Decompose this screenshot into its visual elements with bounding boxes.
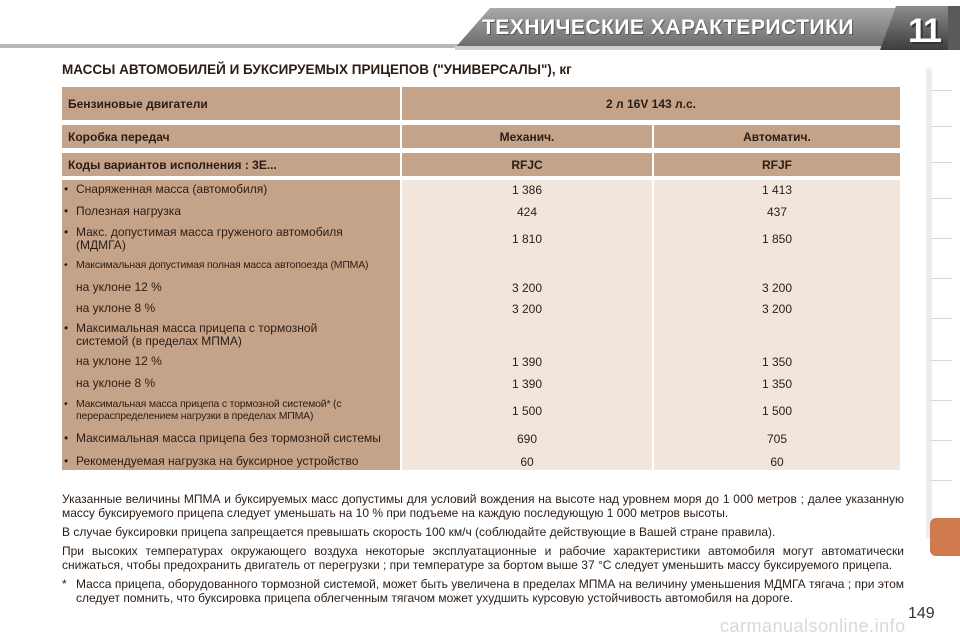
code-manual: RFJC [402,153,652,176]
row-value-auto: 1 350 [761,355,793,369]
engines-label: Бензиновые двигатели [62,87,400,120]
row-label: • Максимальная масса прицепа с тормозной системой* (с перераспределением нагрузки в пределах МПМА) [62,398,392,422]
row-label: • Полезная нагрузка [62,205,400,218]
row-value-auto: 1 413 [761,183,793,197]
row-value-manual: 1 390 [511,377,543,391]
note-altitude: Указанные величины МПМА и буксируемых масс допустимы для условий вождения на высоте над уровнем моря до 1 000 метров ; далее указанную массу буксируемого прицепа следует уменьшать на 10 % при подъеме на каждую последующую 1 000 метров высоты. [62,492,904,520]
row-label: на уклоне 12 % [76,354,162,368]
codes-row [62,153,900,176]
tab-divider [930,480,952,481]
row-value-manual: 1 500 [511,404,543,418]
gearbox-manual: Механич. [402,125,652,148]
footnote-mark: * [62,577,67,591]
row-label: на уклоне 8 % [76,376,156,390]
codes-label: Коды вариантов исполнения : 3E... [62,153,400,176]
table-body-manual-bg [402,180,652,470]
section-title: МАССЫ АВТОМОБИЛЕЙ И БУКСИРУЕМЫХ ПРИЦЕПОВ ("УНИВЕРСАЛЫ"), кг [62,62,572,77]
row-label: на уклоне 8 % [76,301,156,315]
row-label: • Макс. допустимая масса груженого автомобиля (МДМГА) [62,226,382,252]
chapter-tabs [930,68,960,538]
row-value-auto: 1 850 [761,232,793,246]
tab-divider [930,90,952,91]
engine-header-row [62,87,900,120]
gearbox-label: Коробка передач [62,125,400,148]
page-number: 149 [908,605,935,622]
chapter-title: ТЕХНИЧЕСКИЕ ХАРАКТЕРИСТИКИ [481,16,855,39]
row-label: • Рекомендуемая нагрузка на буксирное устройство [62,455,400,468]
tabs-rail [926,68,932,538]
row-value-manual: 690 [516,432,538,446]
row-value-auto: 60 [770,455,784,469]
notes-section [62,492,904,610]
row-value-auto: 3 200 [761,281,793,295]
tab-divider [930,318,952,319]
row-value-manual: 424 [516,205,538,219]
note-speed: В случае буксировки прицепа запрещается превышать скорость 100 км/ч (соблюдайте действующие в Вашей стране правила). [62,525,776,539]
tab-divider [930,278,952,279]
chapter-number: 11 [908,12,940,50]
note-temperature: При высоких температурах окружающего воздуха некоторые эксплуатационные и рабочие характеристики автомобиля могут автоматически снижаться, чтобы предохранить двигатель от перегрузки ; при температуре за бортом выше 37 °C следует уменьшить массу буксируемого прицепа. [62,544,904,572]
footnote [62,577,904,605]
row-value-manual: 1 810 [511,232,543,246]
footnote-text: Масса прицепа, оборудованного тормозной системой, может быть увеличена в пределах МПМА на величину уменьшения МДМГА тягача ; при этом следует помнить, что буксировка прицепа облегченным тягачом может ухудшить курсовую устойчивость автомобиля на дороге. [76,577,904,605]
engine-value: 2 л 16V 143 л.с. [402,87,900,120]
row-value-auto: 705 [766,432,788,446]
row-label: • Максимальная масса прицепа с тормозной системой (в пределах МПМА) [62,322,362,348]
row-value-manual: 60 [520,455,534,469]
tab-divider [930,360,952,361]
row-label: • Максимальная масса прицепа без тормозной системы [62,432,400,445]
row-value-manual: 1 390 [511,355,543,369]
row-value-auto: 1 350 [761,377,793,391]
watermark: carmanualsonline.info [720,616,906,636]
code-auto: RFJF [654,153,900,176]
row-label: • Снаряженная масса (автомобиля) [62,183,400,196]
active-chapter-tab[interactable] [930,518,960,556]
tab-divider [930,198,952,199]
tab-divider [930,238,952,239]
row-value-auto: 437 [766,205,788,219]
row-label: • Максимальная допустимая полная масса автопоезда (МПМА) [62,259,400,272]
row-value-manual: 3 200 [511,302,543,316]
tab-divider [930,126,952,127]
page-header [0,0,960,62]
row-value-manual: 1 386 [511,183,543,197]
gearbox-auto: Автоматич. [654,125,900,148]
tab-divider [930,400,952,401]
gearbox-row [62,125,900,148]
tab-divider [930,162,952,163]
row-value-auto: 1 500 [761,404,793,418]
row-label: на уклоне 12 % [76,280,162,294]
row-value-manual: 3 200 [511,281,543,295]
tab-divider [930,440,952,441]
row-value-auto: 3 200 [761,302,793,316]
table-body-auto-bg [654,180,900,470]
